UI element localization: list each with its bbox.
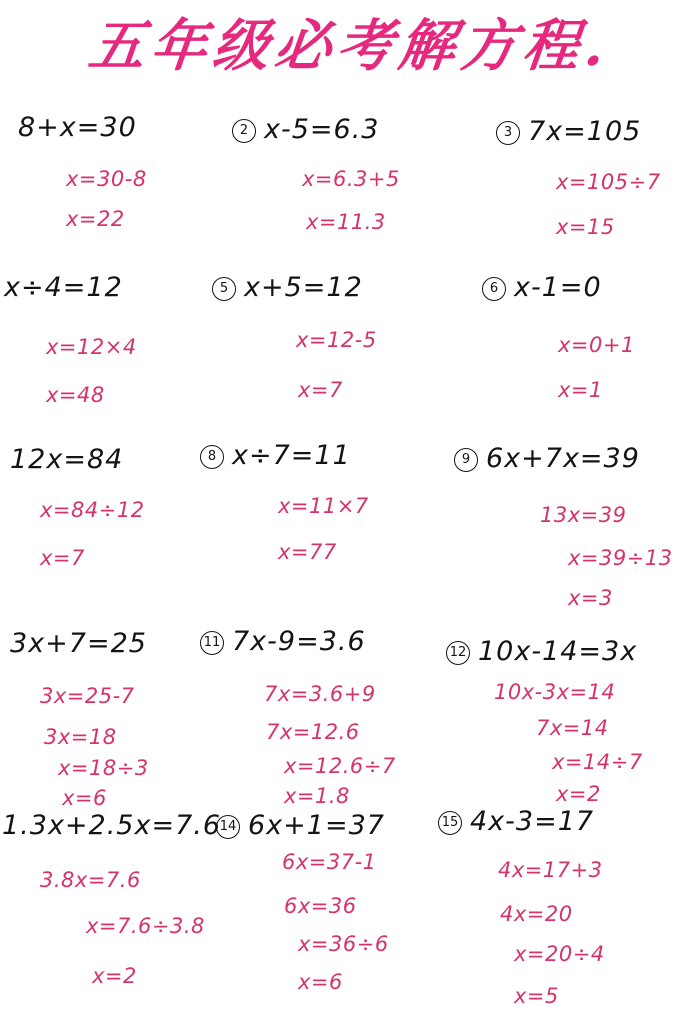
problem-9-step: x=39÷13 [568,546,673,570]
problem-14-step: 6x=37-1 [282,850,377,874]
problem-1-step: x=30-8 [66,167,147,191]
problem-number-badge: 14 [216,815,240,839]
problem-6-step: x=0+1 [558,333,635,357]
problem-13-step: x=2 [92,964,137,988]
problem-10-step: x=18÷3 [58,756,149,780]
problem-7-question: 12x=84 [10,444,124,475]
problem-number-badge: 5 [212,277,236,301]
problem-12-step: 7x=14 [536,716,609,740]
problem-13-question: 1.3x+2.5x=7.6 [2,810,222,841]
problem-9-step: x=3 [568,586,613,610]
problem-equation: 6x+1=37 [248,810,385,841]
problem-2-step: x=11.3 [306,210,386,234]
problem-6-question [482,272,602,303]
problem-5-step: x=12-5 [296,328,377,352]
problem-8-step: x=11×7 [278,494,369,518]
problem-13-step: 3.8x=7.6 [40,868,141,892]
problem-6-step: x=1 [558,378,603,402]
problem-13-step: x=7.6÷3.8 [86,914,205,938]
problem-8-step: x=77 [278,540,337,564]
problem-10-step: 3x=18 [44,725,117,749]
problem-equation: 7x-9=3.6 [232,626,366,657]
problem-15-question [438,806,594,837]
problem-3-question [496,116,641,147]
problem-number-badge: 11 [200,631,224,655]
problem-10-question: 3x+7=25 [10,628,147,659]
problem-15-step: x=5 [514,984,559,1008]
problem-12-question [446,636,637,667]
problem-4-step: x=12×4 [46,335,137,359]
problem-15-step: x=20÷4 [514,942,605,966]
problem-equation: x÷7=11 [232,440,351,471]
problem-10-step: x=6 [62,786,107,810]
problem-15-step: 4x=20 [500,902,573,926]
problem-number-badge: 6 [482,277,506,301]
page-title: 五年级必考解方程. [85,13,614,79]
problem-number-badge: 15 [438,811,462,835]
problem-4-step: x=48 [46,383,105,407]
problem-equation: 7x=105 [528,116,642,147]
problem-14-question [216,810,385,841]
problem-11-step: x=1.8 [284,784,350,808]
problem-equation: 10x-14=3x [478,636,638,667]
problem-7-step: x=84÷12 [40,498,145,522]
problem-number-badge: 2 [232,119,256,143]
problem-number-badge: 3 [496,121,520,145]
problem-5-step: x=7 [298,378,343,402]
problem-15-step: 4x=17+3 [498,858,603,882]
problem-9-question [454,443,640,474]
problem-number-badge: 12 [446,641,470,665]
problem-12-step: x=14÷7 [552,750,643,774]
problem-2-step: x=6.3+5 [302,167,400,191]
problem-8-question [200,440,351,471]
problem-2-question [232,114,379,145]
problem-7-step: x=7 [40,546,85,570]
problem-5-question [212,272,363,303]
problem-number-badge: 8 [200,445,224,469]
problem-10-step: 3x=25-7 [40,684,135,708]
problem-3-step: x=105÷7 [556,170,661,194]
problem-11-question [200,626,366,657]
problem-equation: 4x-3=17 [470,806,595,837]
problem-equation: x-5=6.3 [264,114,380,145]
problem-14-step: x=6 [298,970,343,994]
problem-4-question: x÷4=12 [4,272,123,303]
problem-12-step: 10x-3x=14 [494,680,616,704]
problem-number-badge: 9 [454,448,478,472]
problem-9-step: 13x=39 [540,503,627,527]
problem-11-step: 7x=3.6+9 [264,682,376,706]
problem-3-step: x=15 [556,215,615,239]
problem-12-step: x=2 [556,782,601,806]
problem-14-step: x=36÷6 [298,932,389,956]
problem-1-step: x=22 [66,207,125,231]
problem-equation: 6x+7x=39 [486,443,640,474]
problem-equation: x-1=0 [514,272,602,303]
problem-11-step: 7x=12.6 [266,720,360,744]
problem-equation: x+5=12 [244,272,363,303]
problem-1-question: 8+x=30 [18,112,137,143]
problem-14-step: 6x=36 [284,894,357,918]
problem-11-step: x=12.6÷7 [284,754,396,778]
